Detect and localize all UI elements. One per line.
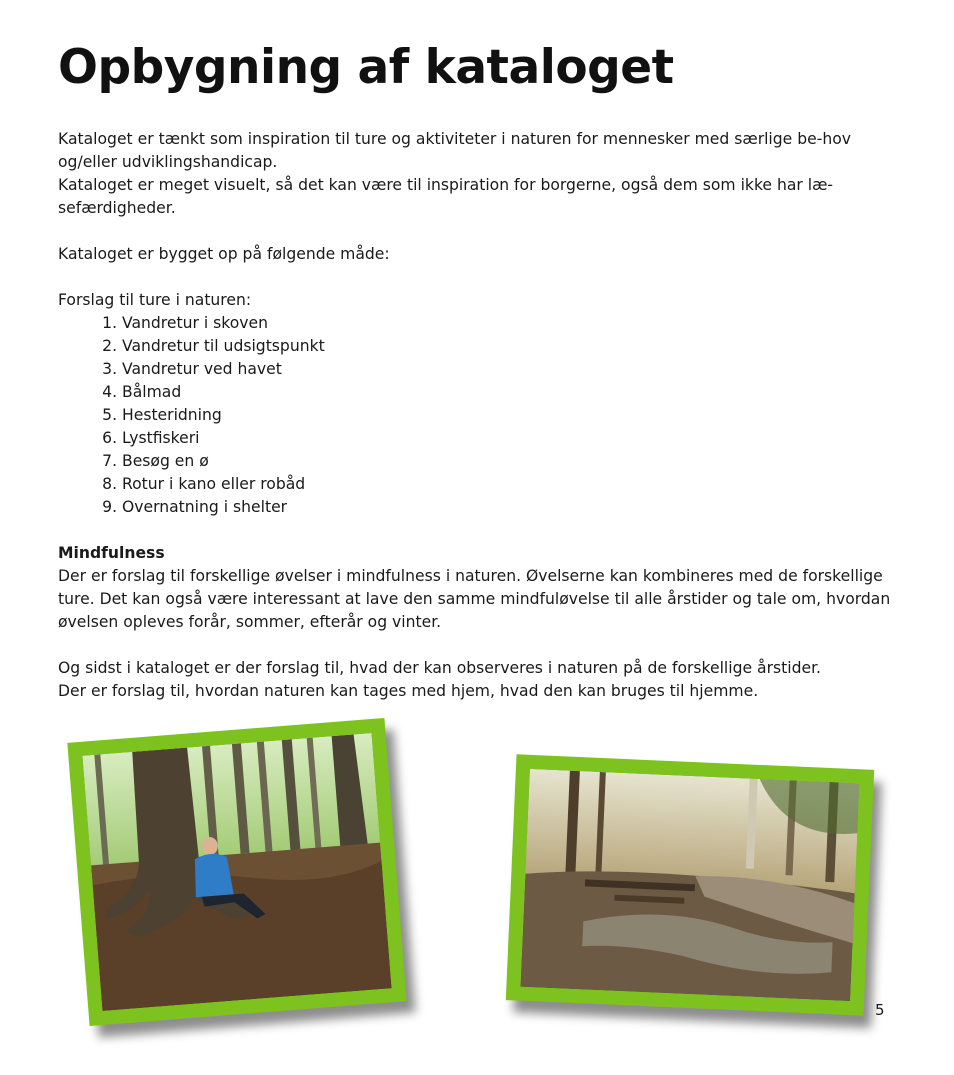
intro-paragraph-2: Kataloget er meget visuelt, så det kan være til inspiration for borgerne, også dem som ikke har læ-sefærdigheder. bbox=[58, 176, 834, 217]
page-number: 5 bbox=[875, 1001, 885, 1019]
list-item: 2. Vandretur til udsigtspunkt bbox=[122, 335, 898, 358]
closing-paragraph-1: Og sidst i kataloget er der forslag til, hvad der kan observeres i naturen på de forskellige årstider. bbox=[58, 659, 822, 677]
closing-paragraph-2: Der er forslag til, hvordan naturen kan tages med hjem, hvad den kan bruges til hjemme. bbox=[58, 682, 759, 700]
stream-photo bbox=[520, 769, 859, 1001]
list-item: 7. Besøg en ø bbox=[122, 450, 898, 473]
mindfulness-paragraph: Der er forslag til forskellige øvelser i mindfulness i naturen. Øvelserne kan kombineres med de forskellige ture. Det kan også være interessant at lave den samme mindfuløvelse til alle årstider og tale om, hvordan øvelsen opleves forår, sommer, efterår og vinter. bbox=[58, 567, 891, 631]
mindfulness-heading: Mindfulness bbox=[58, 544, 165, 562]
list-item: 3. Vandretur ved havet bbox=[122, 358, 898, 381]
list-item: 9. Overnatning i shelter bbox=[122, 496, 898, 519]
stream-photo-frame bbox=[506, 754, 874, 1015]
list-item: 5. Hesteridning bbox=[122, 404, 898, 427]
intro-paragraph-1: Kataloget er tænkt som inspiration til ture og aktiviteter i naturen for mennesker med særlige be-hov og/eller udviklingshandicap. bbox=[58, 130, 851, 171]
list-item: 8. Rotur i kano eller robåd bbox=[122, 473, 898, 496]
tours-list bbox=[58, 312, 898, 519]
list-item: 1. Vandretur i skoven bbox=[122, 312, 898, 335]
structure-intro: Kataloget er bygget op på følgende måde: bbox=[58, 245, 390, 263]
page-title: Opbygning af kataloget bbox=[58, 40, 674, 95]
list-item: 4. Bålmad bbox=[122, 381, 898, 404]
list-item: 6. Lystfiskeri bbox=[122, 427, 898, 450]
body-text bbox=[58, 128, 898, 703]
forest-photo-frame bbox=[67, 718, 406, 1026]
tours-heading: Forslag til ture i naturen: bbox=[58, 291, 252, 309]
forest-photo bbox=[82, 733, 391, 1011]
